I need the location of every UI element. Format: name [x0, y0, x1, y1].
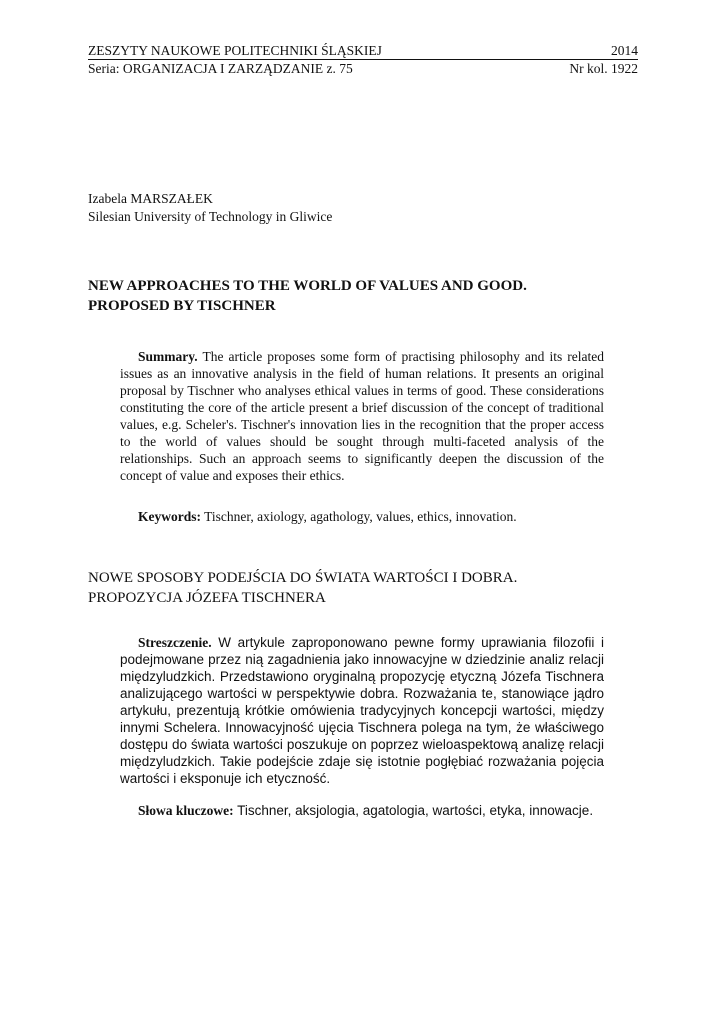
author-block [88, 190, 332, 226]
summary-english [120, 348, 604, 484]
title-en-line-2: PROPOSED BY TISCHNER [88, 298, 276, 314]
streszczenie-text: W artykule zaproponowano pewne formy uprawiania filozofii i podejmowane przez nią zagadnienia jako innowacyjne w dziedzinie analiz relacji międzyludzkich. Przedstawiono oryginalną propozycję etyczną Józefa Tischnera analizującego wartości w perspektywie dobra. Rozważania te, stanowiące jądro artykułu, prezentują krótkie omówienia tradycyjnych koncepcji wartości, między innymi Schelera. Innowacyjność ujęcia Tischnera polega na tym, że właściwego dostępu do świata wartości poszukuje on poprzez wieloaspektową analizę relacji międzyludzkich. Takie podejście zdaje się istotnie pogłębiać rozważania pojęcia wartości i eksponuje ich etyczność. [120, 635, 604, 786]
keywords-label: Keywords: [138, 509, 201, 524]
author-affiliation: Silesian University of Technology in Gliwice [88, 209, 333, 224]
keywords-english [120, 508, 604, 525]
journal-year: 2014 [611, 43, 638, 58]
title-pl-line-2: PROPOZYCJA JÓZEFA TISCHNERA [88, 590, 326, 606]
title-en-line-1: NEW APPROACHES TO THE WORLD OF VALUES AND GOOD. [88, 278, 527, 294]
streszczenie-label: Streszczenie. [138, 635, 212, 650]
summary-label: Summary. [138, 349, 198, 364]
running-header [88, 42, 638, 77]
issue-number: Nr kol. 1922 [569, 61, 638, 76]
header-row-series [88, 60, 638, 77]
paper-title-polish [88, 568, 648, 608]
slowa-kluczowe-text: Tischner, aksjologia, agatologia, wartości, etyka, innowacje. [233, 803, 594, 818]
summary-polish [120, 634, 604, 787]
keywords-polish [120, 802, 604, 819]
summary-text: The article proposes some form of practising philosophy and its related issues as an innovative analysis in the field of human relations. It presents an original proposal by Tischner who analyses ethical values in terms of good. These considerations constituting the core of the article present a brief discussion of the concept of traditional values, e.g. Scheler's. Tischner's innovation lies in the recognition that the proper access to the world of values should be sought through multi-faceted analysis of the relationships. Such an approach seems to significantly deepen the discussion of the concept of value and exposes their ethics. [120, 349, 604, 483]
series-name: Seria: ORGANIZACJA I ZARZĄDZANIE z. 75 [88, 61, 353, 76]
author-name: Izabela MARSZAŁEK [88, 191, 213, 206]
paper-title-english [88, 276, 638, 316]
slowa-kluczowe-label: Słowa kluczowe: [138, 803, 234, 818]
journal-name: ZESZYTY NAUKOWE POLITECHNIKI ŚLĄSKIEJ [88, 43, 382, 58]
keywords-text: Tischner, axiology, agathology, values, ethics, innovation. [201, 509, 517, 524]
header-row-journal [88, 42, 638, 59]
title-pl-line-1: NOWE SPOSOBY PODEJŚCIA DO ŚWIATA WARTOŚCI I DOBRA. [88, 570, 518, 586]
